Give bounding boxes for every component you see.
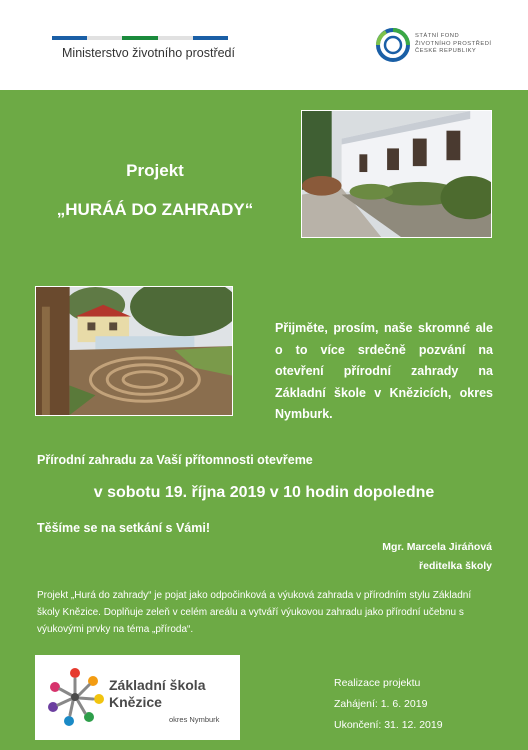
project-name: „HURÁÁ DO ZAHRADY“	[56, 200, 254, 219]
project-label: Projekt	[126, 161, 184, 180]
invitation-text: Přijměte, prosím, naše skromné ale o to více srdečně pozvání na otevření přírodní zahrady na Základní škole v Knězicích, okres Nymburk.	[275, 321, 493, 421]
header	[0, 0, 528, 90]
realization-end: Ukončení: 31. 12. 2019	[334, 719, 443, 731]
school-name-line1: Základní škola	[109, 677, 206, 693]
signature-role: ředitelka školy	[419, 560, 492, 572]
looking-forward-text: Těšíme se na setkání s Vámi!	[37, 521, 211, 535]
realization-start: Zahájení: 1. 6. 2019	[334, 698, 428, 710]
school-building-photo	[301, 110, 492, 238]
fund-line-1: STÁTNÍ FOND	[415, 33, 460, 39]
realization-heading: Realizace projektu	[334, 677, 421, 689]
school-district: okres Nymburk	[169, 715, 220, 724]
project-description: Projekt „Hurá do zahrady“ je pojat jako odpočinková a výuková zahrada v přírodním stylu Základní školy Knězice. Doplňuje zeleň v celém areálu a vytváří výukovou zahradu jako přírodní učebnu s výukovými prvky na téma „příroda“.	[37, 590, 472, 635]
school-logo-icon	[43, 665, 107, 729]
poster-body	[0, 90, 528, 750]
school-logo-box	[35, 655, 240, 740]
ministry-label: Ministerstvo životního prostředí	[62, 46, 235, 60]
opening-line: Přírodní zahradu za Vaší přítomnosti otevřeme	[37, 453, 313, 467]
signature-name: Mgr. Marcela Jiráňová	[382, 541, 492, 553]
garden-photo	[35, 286, 233, 416]
state-fund-logo-icon	[376, 28, 410, 62]
school-name-line2: Knězice	[109, 694, 162, 710]
ministry-logo-bar	[52, 36, 228, 40]
event-date: v sobotu 19. října 2019 v 10 hodin dopoledne	[93, 484, 435, 501]
state-fund-label	[415, 33, 492, 56]
fund-line-3: ČESKÉ REPUBLIKY	[415, 48, 477, 54]
fund-line-2: ŽIVOTNÍHO PROSTŘEDÍ	[415, 40, 492, 47]
